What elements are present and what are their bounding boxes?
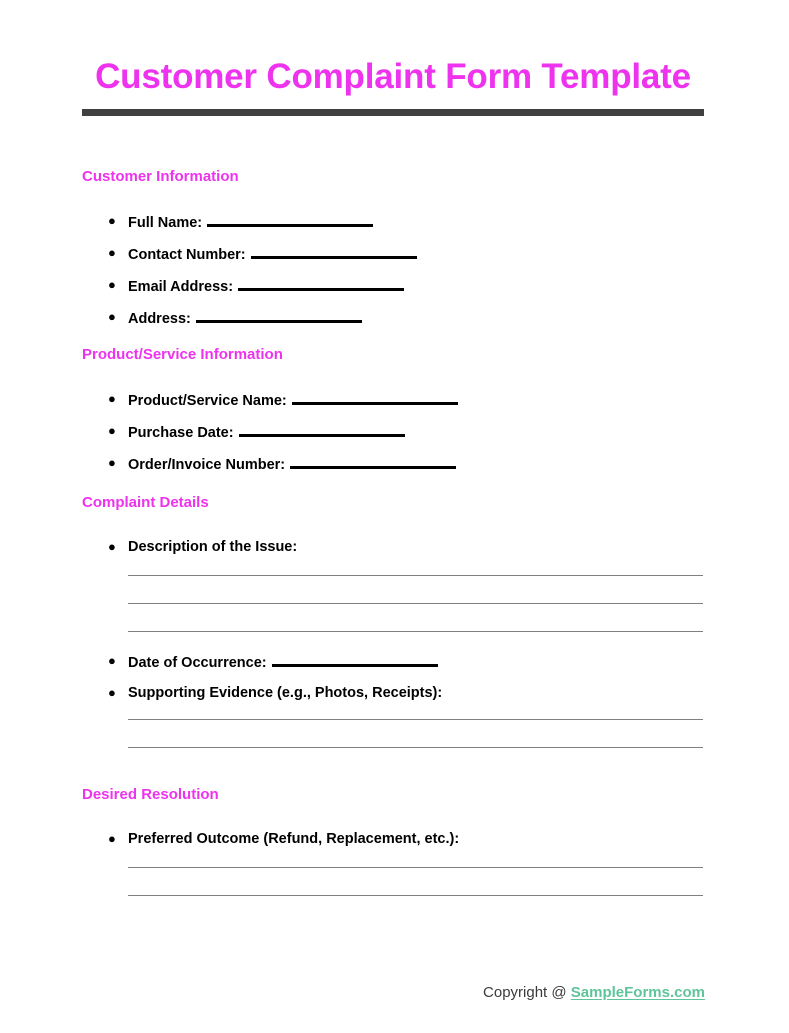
field-label: Full Name: [128, 215, 203, 231]
section-heading-desired-resolution: Desired Resolution [82, 786, 219, 803]
section-product-service-information [82, 345, 722, 473]
bullet-icon: ● [108, 277, 116, 292]
field-label: Email Address: [128, 279, 234, 295]
field-label: Product/Service Name: [128, 393, 287, 409]
blank-input-full-name[interactable] [207, 213, 373, 227]
ruled-lines-supporting-evidence [128, 719, 703, 748]
section-heading-product-service-information: Product/Service Information [82, 346, 283, 363]
field-preferred-outcome [82, 831, 722, 847]
ruled-line[interactable] [128, 747, 703, 748]
section-heading-customer-information: Customer Information [82, 168, 239, 185]
ruled-line[interactable] [128, 603, 703, 604]
ruled-lines-preferred-outcome [128, 867, 703, 896]
blank-input-contact-number[interactable] [251, 245, 417, 259]
field-product-service-name [82, 391, 722, 409]
field-label: Purchase Date: [128, 425, 234, 441]
bullet-icon: ● [108, 391, 116, 406]
field-contact-number [82, 245, 722, 263]
field-label: Order/Invoice Number: [128, 457, 286, 473]
ruled-lines-description-of-the-issue [128, 575, 703, 632]
field-supporting-evidence [82, 685, 722, 701]
blank-input-address[interactable] [196, 309, 362, 323]
field-label: Supporting Evidence (e.g., Photos, Receipts): [128, 685, 443, 701]
blank-input-order-invoice-number[interactable] [290, 455, 456, 469]
page-title: Customer Complaint Form Template [95, 57, 691, 96]
field-label: Preferred Outcome (Refund, Replacement, etc.): [128, 831, 460, 847]
field-list-complaint-details [82, 539, 722, 555]
bullet-icon: ● [108, 539, 116, 554]
field-purchase-date [82, 423, 722, 441]
field-order-invoice-number [82, 455, 722, 473]
footer-copyright [0, 983, 789, 1003]
section-heading-complaint-details: Complaint Details [82, 494, 209, 511]
field-label: Contact Number: [128, 247, 246, 263]
ruled-line[interactable] [128, 631, 703, 632]
field-address [82, 309, 722, 327]
ruled-line[interactable] [128, 575, 703, 576]
field-list-customer-information [82, 213, 722, 327]
blank-input-email-address[interactable] [238, 277, 404, 291]
field-date-of-occurrence [82, 653, 722, 671]
title-divider [82, 109, 704, 116]
bullet-icon: ● [108, 455, 116, 470]
ruled-line[interactable] [128, 867, 703, 868]
section-customer-information [82, 167, 722, 327]
field-list-product-service-information [82, 391, 722, 473]
field-list-desired-resolution [82, 831, 722, 847]
bullet-icon: ● [108, 245, 116, 260]
blank-input-product-service-name[interactable] [292, 391, 458, 405]
blank-input-purchase-date[interactable] [239, 423, 405, 437]
title-block [82, 55, 704, 116]
sampleforms-link[interactable]: SampleForms.com [570, 984, 705, 1001]
section-desired-resolution [82, 785, 722, 804]
field-description-of-the-issue [82, 539, 722, 555]
field-label: Description of the Issue: [128, 539, 298, 555]
field-label: Date of Occurrence: [128, 655, 267, 671]
section-complaint-details [82, 493, 722, 512]
field-list-complaint-details-2 [82, 653, 722, 701]
copyright-text: Copyright @ [483, 984, 571, 1001]
bullet-icon: ● [108, 309, 116, 324]
ruled-line[interactable] [128, 719, 703, 720]
bullet-icon: ● [108, 423, 116, 438]
bullet-icon: ● [108, 685, 116, 700]
field-full-name [82, 213, 722, 231]
field-email-address [82, 277, 722, 295]
ruled-line[interactable] [128, 895, 703, 896]
bullet-icon: ● [108, 831, 116, 846]
field-label: Address: [128, 311, 191, 327]
blank-input-date-of-occurrence[interactable] [272, 653, 438, 667]
bullet-icon: ● [108, 213, 116, 228]
bullet-icon: ● [108, 653, 116, 668]
